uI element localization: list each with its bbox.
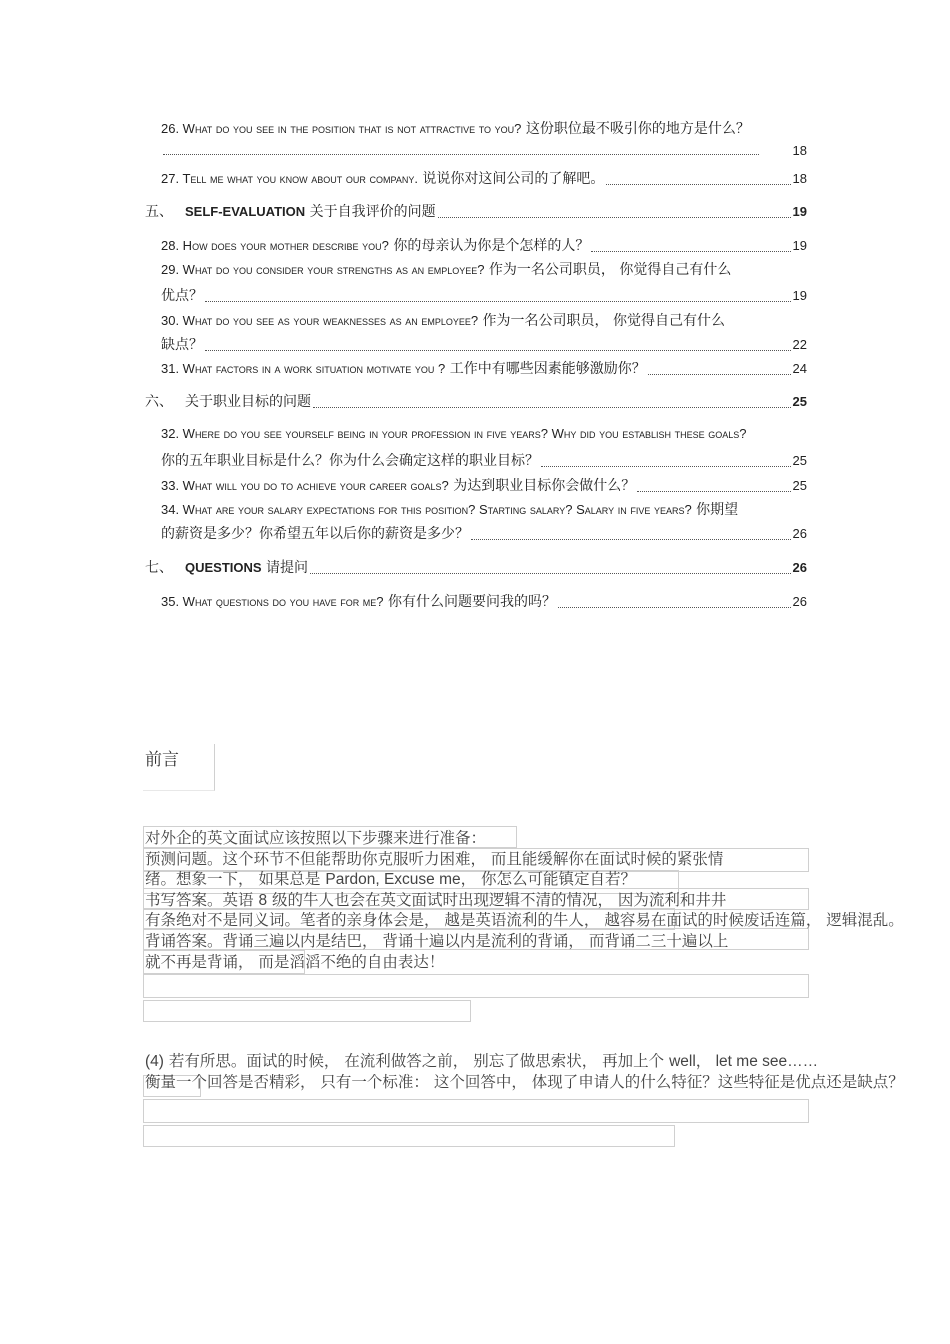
toc-entry-32-en: 32. Where do you see yourself being in your profession in five years? Why did you establish these goals? bbox=[161, 426, 747, 441]
page-number: 19 bbox=[792, 238, 807, 253]
page-number: 24 bbox=[792, 361, 807, 376]
dot-leader bbox=[648, 373, 791, 375]
preface-line-8-latin: well， let me see…… bbox=[669, 1053, 819, 1070]
toc-entry-29[interactable] bbox=[161, 259, 731, 279]
toc-entry-27-en: 27. Tell me what you know about our company. bbox=[161, 171, 418, 186]
section-number: 五、 bbox=[145, 204, 173, 220]
toc-entry-32-zh: 你的五年职业目标是什么？你为什么会确定这样的职业目标？ bbox=[161, 453, 539, 469]
toc-entry-28-en: 28. How does your mother describe you? bbox=[161, 238, 389, 253]
dot-leader bbox=[606, 183, 790, 185]
preface-line-7: 就不再是背诵， 而是滔滔不绝的自由表达！ bbox=[145, 953, 445, 971]
page-number: 19 bbox=[792, 204, 807, 219]
preface-line-3 bbox=[145, 867, 636, 889]
preface-line-4-a: 书写答案。英语 bbox=[145, 891, 259, 909]
section-title-zh: 关于职业目标的问题 bbox=[185, 394, 311, 410]
toc-entry-30-cont[interactable] bbox=[161, 334, 807, 354]
preface-line-5: 有条绝对不是同义词。笔者的亲身体会是， 越是英语流利的牛人， 越容易在面试的时候废话连篇， 逻辑混乱。 bbox=[145, 911, 904, 929]
preface-heading: 前言 bbox=[145, 750, 179, 770]
toc-entry-29-zh: 作为一名公司职员， 你觉得自己有什么 bbox=[488, 262, 732, 278]
page-number: 26 bbox=[792, 526, 807, 541]
page-number: 18 bbox=[792, 171, 807, 186]
toc-section-5[interactable] bbox=[145, 201, 807, 221]
toc-entry-26-leader[interactable] bbox=[161, 143, 807, 158]
dot-leader bbox=[591, 250, 790, 252]
toc-entry-32[interactable] bbox=[161, 426, 747, 442]
dot-leader bbox=[541, 465, 791, 467]
toc-section-6[interactable] bbox=[145, 391, 807, 411]
page-number: 26 bbox=[792, 560, 807, 575]
preface-line-3-a: 绪。想象一下， 如果总是 bbox=[145, 870, 326, 888]
preface-line-4-latin: 8 bbox=[258, 892, 268, 909]
toc-entry-35[interactable] bbox=[161, 591, 807, 611]
text-frame bbox=[143, 974, 809, 998]
page-number: 25 bbox=[792, 453, 807, 468]
dot-leader bbox=[558, 606, 791, 608]
toc-entry-33-en: 33. What will you do to achieve your career goals? bbox=[161, 478, 449, 493]
toc-entry-30[interactable] bbox=[161, 310, 725, 330]
toc-entry-26[interactable] bbox=[161, 118, 750, 138]
toc-entry-34-en: 34. What are your salary expectations for this position? Starting salary? Salary in five years? bbox=[161, 502, 692, 517]
toc-entry-29-cont[interactable] bbox=[161, 285, 807, 305]
preface-line-3-b: 你怎么可能镇定自若？ bbox=[476, 870, 637, 888]
preface-line-8-num: (4) bbox=[145, 1053, 164, 1070]
page-number: 18 bbox=[792, 143, 807, 158]
page-number: 19 bbox=[792, 288, 807, 303]
toc-entry-34-cont[interactable] bbox=[161, 523, 807, 543]
dot-leader bbox=[310, 572, 791, 574]
text-frame bbox=[143, 1000, 471, 1022]
preface-line-1: 对外企的英文面试应该按照以下步骤来进行准备： bbox=[145, 829, 487, 847]
toc-section-7[interactable] bbox=[145, 557, 807, 577]
toc-entry-34[interactable] bbox=[161, 499, 738, 519]
dot-leader bbox=[471, 538, 791, 540]
toc-entry-33[interactable] bbox=[161, 475, 807, 495]
toc-entry-31[interactable] bbox=[161, 358, 807, 378]
preface-line-2: 预测问题。这个环节不但能帮助你克服听力困难， 而且能缓解你在面试时候的紧张情 bbox=[145, 850, 724, 868]
dot-leader bbox=[438, 216, 791, 218]
toc-entry-30-en: 30. What do you see as your weaknesses as an employee? bbox=[161, 313, 479, 328]
toc-entry-34-zh-cont: 的薪资是多少？你希望五年以后你的薪资是多少？ bbox=[161, 526, 469, 542]
dot-leader bbox=[205, 349, 791, 351]
toc-entry-32-cont[interactable] bbox=[161, 450, 807, 470]
section-title-en: QUESTIONS bbox=[185, 560, 262, 575]
section-number: 六、 bbox=[145, 394, 173, 410]
toc-entry-27[interactable] bbox=[161, 168, 807, 188]
toc-entry-26-en: 26. What do you see in the position that is not attractive to you? bbox=[161, 121, 522, 136]
toc-entry-30-zh-cont: 缺点？ bbox=[161, 337, 203, 353]
text-frame bbox=[143, 1125, 675, 1147]
toc-entry-31-zh: 工作中有哪些因素能够激励你？ bbox=[449, 361, 646, 377]
toc-entry-28-zh: 你的母亲认为你是个怎样的人？ bbox=[393, 238, 590, 254]
preface-line-9: 衡量一个回答是否精彩， 只有一个标准： 这个回答中， 体现了申请人的什么特征？这些特征是优点还是缺点？ bbox=[145, 1073, 904, 1091]
toc-entry-27-zh: 说说你对这间公司的了解吧。 bbox=[422, 171, 605, 187]
page-number: 25 bbox=[792, 394, 807, 409]
toc-entry-29-en: 29. What do you consider your strengths as an employee? bbox=[161, 262, 485, 277]
preface-line-3-latin: Pardon, Excuse me， bbox=[325, 871, 477, 888]
section-number: 七、 bbox=[145, 560, 173, 576]
preface-line-8 bbox=[145, 1049, 818, 1071]
dot-leader bbox=[313, 406, 791, 408]
dot-leader bbox=[637, 490, 790, 492]
toc-entry-34-zh: 你期望 bbox=[696, 502, 739, 518]
toc-entry-26-zh: 这份职位最不吸引你的地方是什么？ bbox=[525, 121, 750, 137]
preface-line-8-a: 若有所思。面试的时候， 在流利做答之前， 别忘了做思索状， 再加上个 bbox=[163, 1052, 670, 1070]
page-number: 25 bbox=[792, 478, 807, 493]
toc-entry-29-zh-cont: 优点？ bbox=[161, 288, 203, 304]
toc-entry-35-zh: 你有什么问题要问我的吗？ bbox=[388, 594, 556, 610]
page-number: 26 bbox=[792, 594, 807, 609]
text-frame bbox=[143, 1099, 809, 1123]
preface-line-4-b: 级的牛人也会在英文面试时出现逻辑不清的情况， 因为流利和井井 bbox=[267, 891, 727, 909]
toc-entry-35-en: 35. What questions do you have for me? bbox=[161, 594, 384, 609]
toc-entry-33-zh: 为达到职业目标你会做什么？ bbox=[453, 478, 636, 494]
preface-line-6: 背诵答案。背诵三遍以内是结巴， 背诵十遍以内是流利的背诵， 而背诵二三十遍以上 bbox=[145, 932, 729, 950]
dot-leader bbox=[205, 300, 791, 302]
preface-line-4 bbox=[145, 888, 726, 910]
toc-entry-31-en: 31. What factors in a work situation motivate you ? bbox=[161, 361, 446, 376]
page-number: 22 bbox=[792, 337, 807, 352]
toc-entry-28[interactable] bbox=[161, 235, 807, 255]
section-title-zh: 请提问 bbox=[266, 560, 309, 576]
section-title-en: SELF-EVALUATION bbox=[185, 204, 306, 219]
section-title-zh: 关于自我评价的问题 bbox=[309, 204, 436, 220]
dot-leader bbox=[163, 153, 759, 155]
toc-entry-30-zh: 作为一名公司职员， 你觉得自己有什么 bbox=[482, 313, 725, 329]
